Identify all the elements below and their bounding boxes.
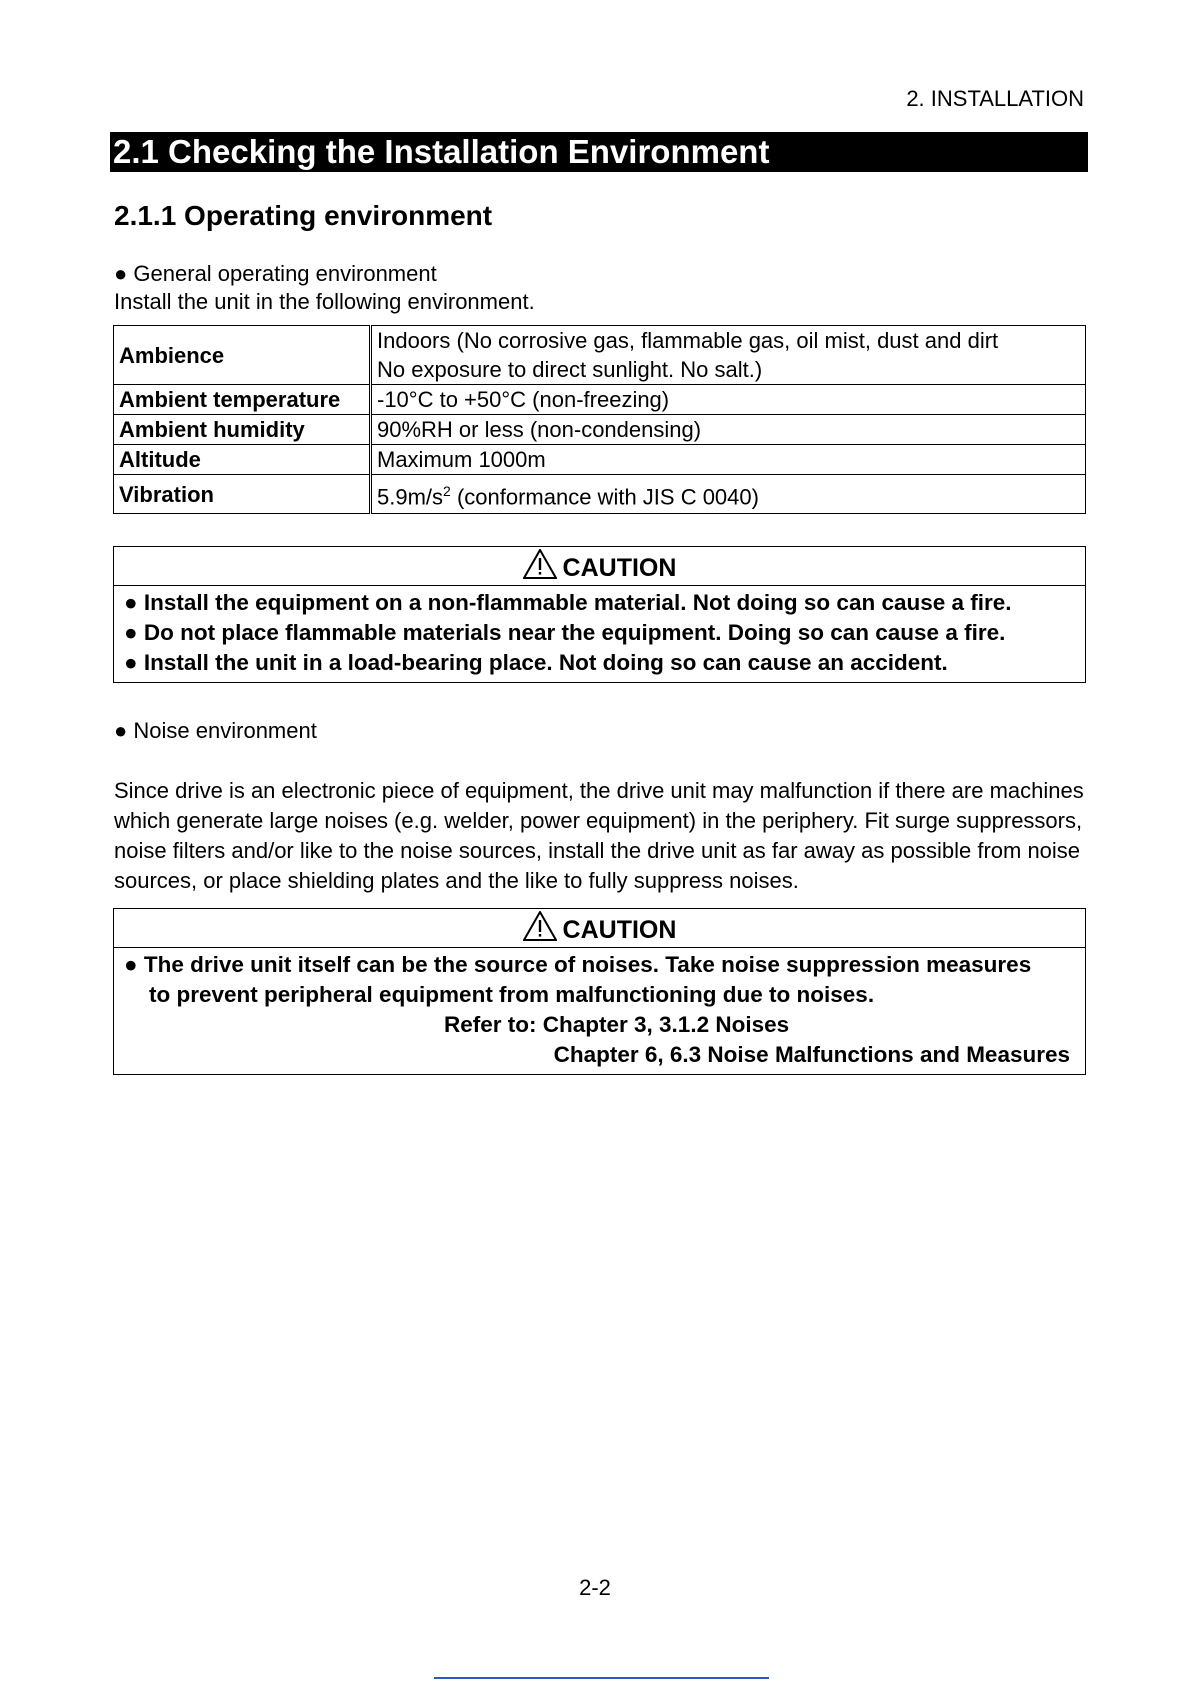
caution-header: [114, 909, 1085, 948]
env-label: Ambience: [114, 326, 371, 385]
env-label: Ambient humidity: [114, 415, 371, 445]
paragraph-line: Since drive is an electronic piece of equipment, the drive unit may malfunction if there are machines: [114, 778, 1084, 803]
table-row: [114, 445, 1086, 475]
bullet-icon: ●: [124, 650, 138, 675]
section-title: 2.1 Checking the Installation Environment: [110, 132, 1088, 172]
env-value: [371, 475, 1086, 514]
caution-item-text: Install the unit in a load-bearing place. Not doing so can cause an accident.: [143, 650, 948, 675]
bullet-icon: ●: [114, 261, 128, 286]
bullet-icon: ●: [124, 620, 138, 645]
noise-env-heading-text: Noise environment: [133, 718, 317, 743]
environment-table: [113, 325, 1086, 514]
table-row: [114, 326, 1086, 385]
reference-line: Refer to: Chapter 3, 3.1.2 Noises: [444, 1012, 790, 1037]
noise-paragraph: [114, 776, 1094, 896]
table-row: [114, 475, 1086, 514]
env-value-line: Indoors (No corrosive gas, flammable gas, oil mist, dust and dirt: [377, 328, 999, 353]
bullet-icon: ●: [124, 952, 138, 977]
general-env-intro: Install the unit in the following environment.: [114, 289, 535, 314]
table-row: [114, 385, 1086, 415]
noise-env-heading: [114, 718, 317, 744]
env-label: Ambient temperature: [114, 385, 371, 415]
caution-body: [114, 586, 1085, 682]
caution-item-text: The drive unit itself can be the source of noises. Take noise suppression measures: [143, 952, 1032, 977]
bullet-icon: ●: [114, 718, 128, 743]
paragraph-line: noise filters and/or like to the noise sources, install the drive unit as far away as possible from noise: [114, 838, 1081, 863]
warning-triangle-icon: [523, 549, 557, 579]
general-env-heading-text: General operating environment: [133, 261, 437, 286]
page-header-chapter: 2. INSTALLATION: [906, 86, 1084, 111]
paragraph-line: which generate large noises (e.g. welder, power equipment) in the periphery. Fit surge suppressors,: [114, 808, 1083, 833]
caution-item: [124, 618, 1075, 648]
caution-item-text: Do not place flammable materials near the equipment. Doing so can cause a fire.: [143, 620, 1006, 645]
paragraph-line: sources, or place shielding plates and the like to fully suppress noises.: [114, 868, 799, 893]
env-label: Vibration: [114, 475, 371, 514]
caution-item: [124, 950, 1075, 980]
env-value: [371, 326, 1086, 385]
env-value-text: (conformance with JIS C 0040): [450, 484, 759, 510]
caution-item-continuation: to prevent peripheral equipment from malfunctioning due to noises.: [149, 982, 875, 1007]
table-row: [114, 415, 1086, 445]
reference-line: Chapter 6, 6.3 Noise Malfunctions and Measures: [553, 1042, 1070, 1067]
env-value: Maximum 1000m: [371, 445, 1086, 475]
caution-item-text: Install the equipment on a non-flammable material. Not doing so can cause a fire.: [143, 590, 1012, 615]
env-value: 90%RH or less (non-condensing): [371, 415, 1086, 445]
env-value-superscript: 2: [443, 483, 451, 499]
caution-box-fire: [113, 546, 1086, 683]
env-value-text: 5.9m/s: [377, 484, 444, 510]
bullet-icon: ●: [124, 590, 138, 615]
footer-divider: [434, 1677, 769, 1679]
env-value: -10°C to +50°C (non-freezing): [371, 385, 1086, 415]
warning-triangle-icon: [523, 911, 557, 941]
caution-title: CAUTION: [562, 554, 677, 582]
caution-box-noise: [113, 908, 1086, 1075]
caution-item: [124, 588, 1075, 618]
general-env-heading: [114, 261, 437, 287]
caution-title: CAUTION: [562, 916, 677, 944]
subsection-title: 2.1.1 Operating environment: [114, 200, 493, 231]
caution-body: [114, 948, 1085, 1074]
env-label: Altitude: [114, 445, 371, 475]
env-value-line: No exposure to direct sunlight. No salt.): [377, 357, 763, 382]
caution-item: [124, 648, 1075, 678]
page-number: 2-2: [579, 1575, 611, 1600]
caution-header: [114, 547, 1085, 586]
